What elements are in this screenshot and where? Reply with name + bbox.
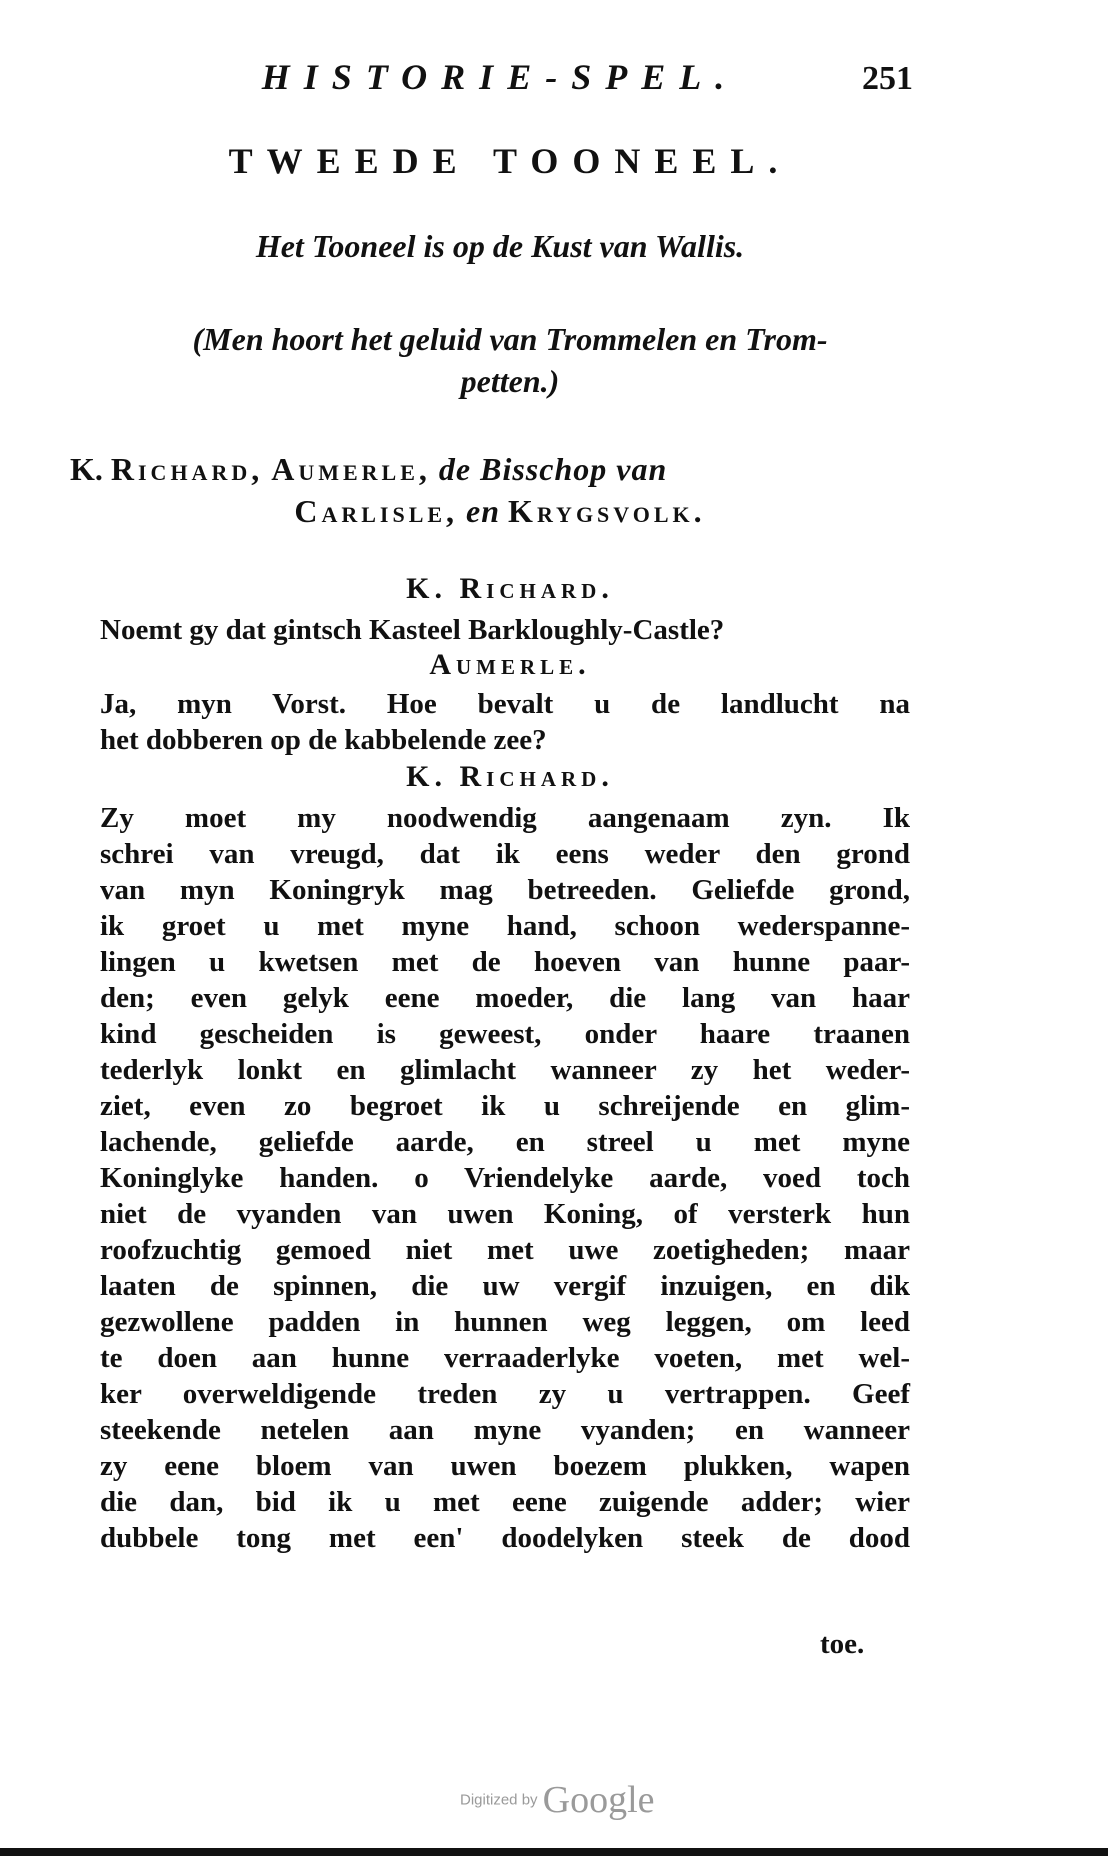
speech-line: tederlyk lonkt en glimlacht wanneer zy het weder-: [100, 1054, 910, 1086]
speech-line: Zy moet my noodwendig aangenaam zyn. Ik: [100, 802, 910, 834]
page-number: 251: [862, 60, 913, 97]
cast-line-1: [70, 448, 930, 490]
speech-line: van myn Koningryk mag betreeden. Geliefde grond,: [100, 874, 910, 906]
cast-k: K.: [70, 451, 103, 487]
speech-line: die dan, bid ik u met eene zuigende adder; wier: [100, 1486, 910, 1518]
scene-setting: Het Tooneel is op de Kust van Wallis.: [255, 228, 745, 264]
speech-line: te doen aan hunne verraaderlyke voeten, met wel-: [100, 1342, 910, 1374]
speech-line: lachende, geliefde aarde, en streel u met myne: [100, 1126, 910, 1158]
watermark-brand: Google: [542, 1779, 655, 1821]
speech-aumerle: [100, 686, 910, 758]
speech-line: gezwollene padden in hunnen weg leggen, om leed: [100, 1306, 910, 1338]
speech-line: Koninglyke handen. o Vriendelyke aarde, voed toch: [100, 1162, 910, 1194]
speech-k-richard-2: [100, 800, 910, 1556]
speaker-aumerle: Aumerle.: [429, 648, 591, 681]
cast-krygsvolk: Krygsvolk.: [508, 493, 706, 529]
digitized-by-google-watermark: [460, 1778, 700, 1822]
running-head: HISTORIE-SPEL.: [261, 57, 739, 97]
speech-line: den; even gelyk eene moeder, die lang van haar: [100, 982, 910, 1014]
cast-carlisle: Carlisle,: [294, 493, 459, 529]
speech-line: schrei van vreugd, dat ik eens weder den grond: [100, 838, 910, 870]
watermark-prefix: Digitized by: [460, 1791, 538, 1809]
cast-richard: Richard,: [110, 451, 264, 487]
cast-bisschop: de Bisschop van: [438, 451, 668, 487]
speech-k-richard-1: [100, 612, 910, 648]
page-bottom-edge: [0, 1848, 1108, 1856]
cast-aumerle: Aumerle,: [271, 451, 431, 487]
cast-en: en: [466, 493, 501, 529]
speaker-k-richard: K. Richard.: [406, 572, 614, 605]
cast-list: [70, 448, 930, 532]
speech-line: ziet, even zo begroet ik u schreijende en glim-: [100, 1090, 910, 1122]
speech-line: dubbele tong met een' doodelyken steek de dood: [100, 1522, 910, 1554]
speech-line: zy eene bloem van uwen boezem plukken, wapen: [100, 1450, 910, 1482]
stage-direction-line-1: (Men hoort het geluid van Trommelen en Trom-: [192, 321, 828, 357]
speech-line: het dobberen op de kabbelende zee?: [100, 724, 547, 756]
scene-title: TWEEDE TOONEEL.: [228, 141, 792, 181]
speaker-k-richard: K. Richard.: [406, 760, 614, 793]
speech-line: roofzuchtig gemoed niet met uwe zoetigheden; maar: [100, 1234, 910, 1266]
speech-line: laaten de spinnen, die uw vergif inzuigen, en dik: [100, 1270, 910, 1302]
speech-line: Noemt gy dat gintsch Kasteel Barkloughly-Castle?: [100, 614, 725, 646]
speech-line: ker overweldigende treden zy u vertrappen. Geef: [100, 1378, 910, 1410]
speech-line: Ja, myn Vorst. Hoe bevalt u de landlucht na: [100, 688, 910, 720]
speech-line: ik groet u met myne hand, schoon wederspanne-: [100, 910, 910, 942]
cast-line-2: [70, 490, 930, 532]
stage-direction: [110, 318, 910, 402]
stage-direction-line-2: petten.): [460, 363, 560, 399]
speech-line: niet de vyanden van uwen Koning, of versterk hun: [100, 1198, 910, 1230]
catchword: toe.: [820, 1628, 865, 1660]
speech-line: lingen u kwetsen met de hoeven van hunne paar-: [100, 946, 910, 978]
speech-line: kind gescheiden is geweest, onder haare traanen: [100, 1018, 910, 1050]
speech-line: steekende netelen aan myne vyanden; en wanneer: [100, 1414, 910, 1446]
